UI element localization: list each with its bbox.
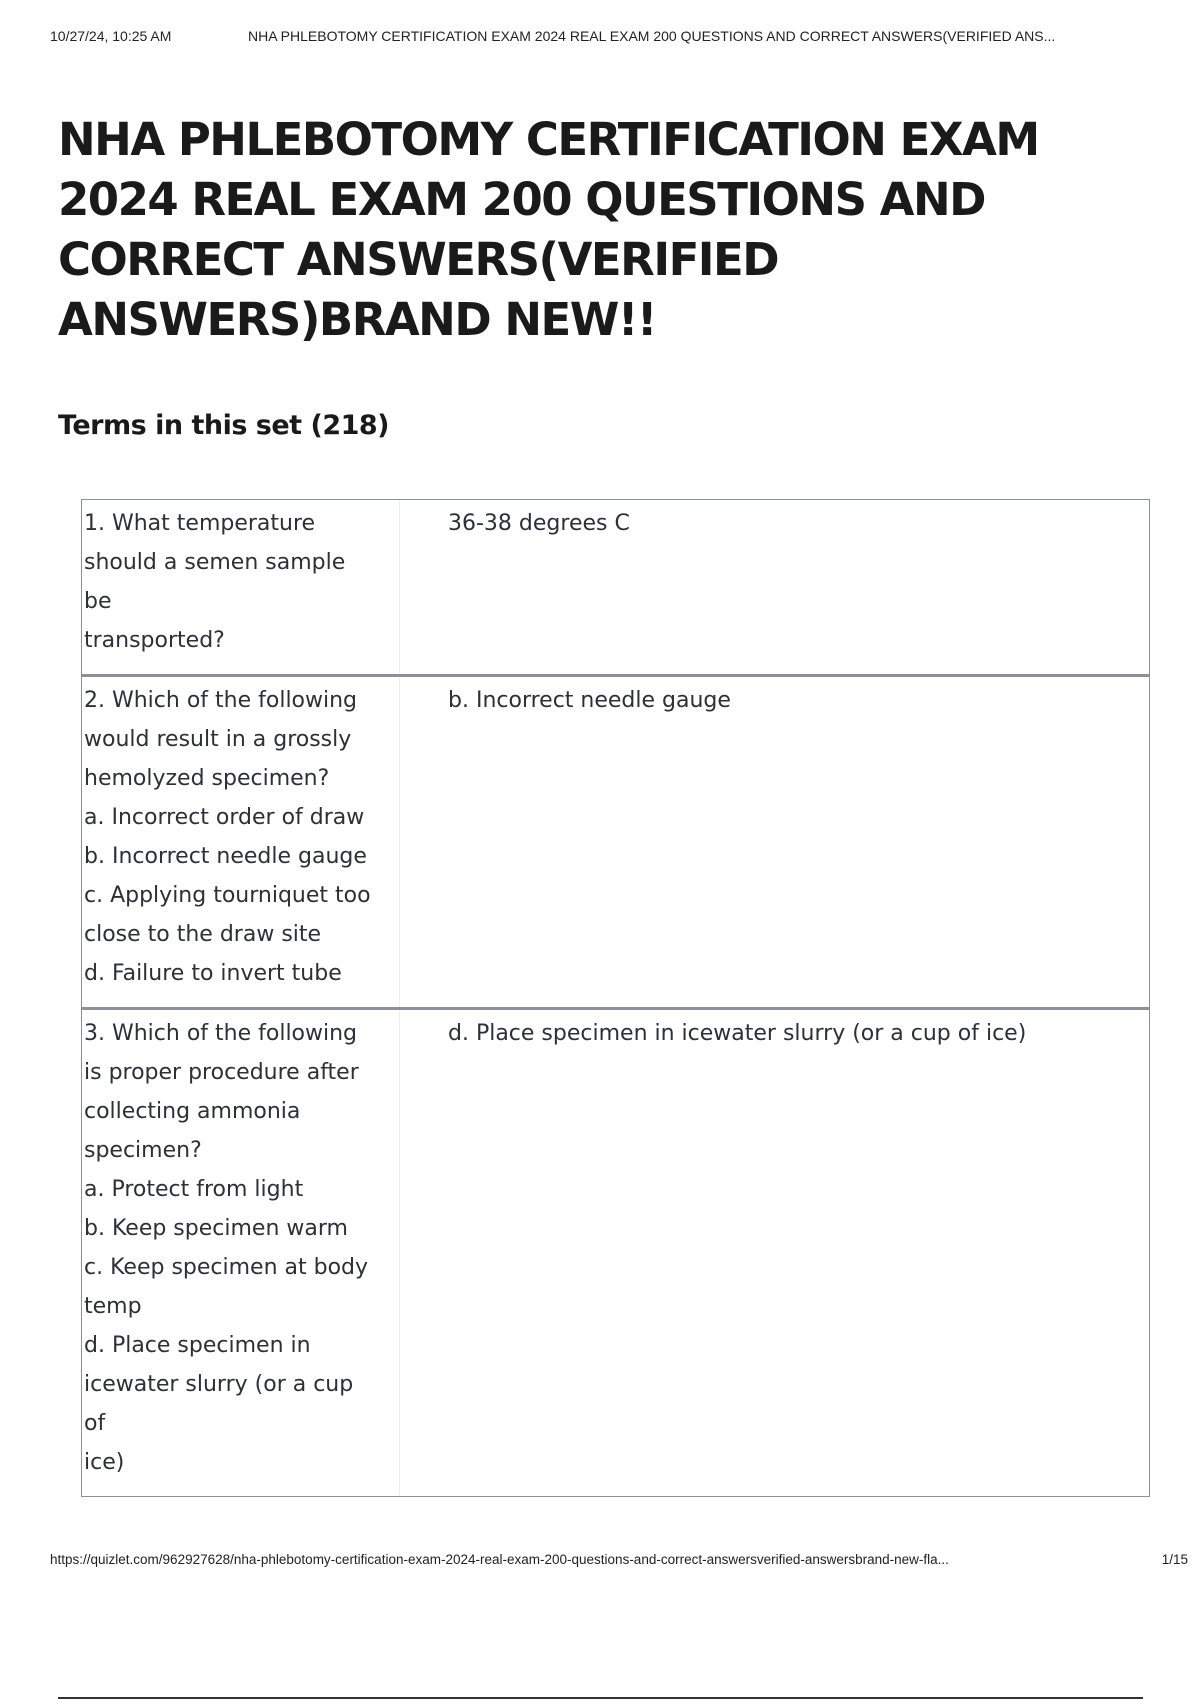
print-datetime: 10/27/24, 10:25 AM: [50, 28, 172, 44]
page-number: 1/15: [1161, 1552, 1188, 1567]
term-answer: d. Place specimen in icewater slurry (or a cup of ice): [448, 1021, 1027, 1046]
term-card[interactable]: [81, 1007, 1150, 1497]
term-card[interactable]: [81, 499, 1150, 675]
term-answer: b. Incorrect needle gauge: [448, 688, 731, 713]
terms-list: [81, 499, 1150, 1496]
page-title: NHA PHLEBOTOMY CERTIFICATION EXAM 2024 REAL EXAM 200 QUESTIONS AND CORRECT ANSWERS(VERIFIED ANSWERS)BRAND NEW!!: [58, 113, 1039, 346]
terms-heading: Terms in this set (218): [58, 410, 390, 441]
print-url: https://quizlet.com/962927628/nha-phlebotomy-certification-exam-2024-real-exam-200-questions-and-correct-answersverified-answersbrand-new-fla...: [50, 1552, 949, 1567]
term-card[interactable]: [81, 674, 1150, 1008]
term-question: 1. What temperature should a semen sample be transported?: [82, 500, 400, 674]
term-answer: 36-38 degrees C: [448, 511, 630, 536]
term-question: 3. Which of the following is proper procedure after collecting ammonia specimen? a. Protect from light b. Keep specimen warm c. Keep specimen at body temp d. Place specimen in icewater slurry (or a cup of ice): [82, 1010, 400, 1496]
print-doc-title: NHA PHLEBOTOMY CERTIFICATION EXAM 2024 REAL EXAM 200 QUESTIONS AND CORRECT ANSWERS(VERIFIED ANS...: [248, 28, 1056, 44]
page-divider: [58, 1697, 1143, 1699]
term-question: 2. Which of the following would result in a grossly hemolyzed specimen? a. Incorrect order of draw b. Incorrect needle gauge c. Applying tourniquet too close to the draw site d. Failure to invert tube: [82, 677, 400, 1007]
